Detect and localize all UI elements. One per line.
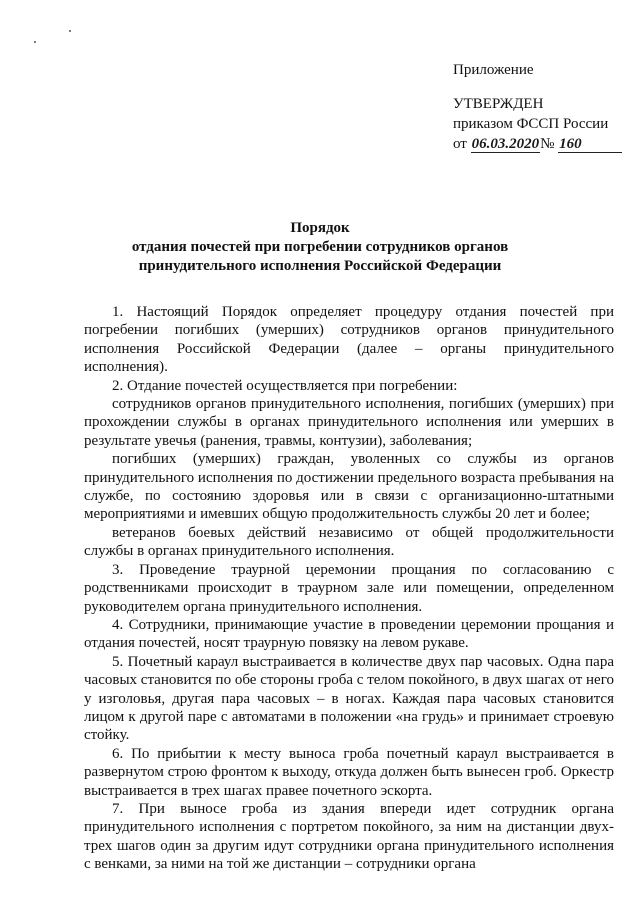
- date-prefix: от: [453, 136, 467, 152]
- paragraph: 1. Настоящий Порядок определяет процедуру отдания почестей при погребении погибших (умерших) сотрудников органов принудительного исполнения Российской Федерации (далее – органы принудительного исполнения).: [84, 304, 614, 376]
- handwritten-order-number: 160: [558, 136, 622, 153]
- paragraph: ветеранов боевых действий независимо от общей продолжительности службы в органах принудительного исполнения.: [84, 524, 614, 560]
- document-body: [84, 303, 614, 874]
- paragraph: 7. При выносе гроба из здания впереди идет сотрудник органа принудительного исполнения с портретом покойного, за ним на дистанции двух-трех шагов один за другим идут сотрудники органа принудительного исполнения с венками, за ними на той же дистанции – сотрудники органа: [84, 800, 614, 873]
- number-sign: №: [540, 136, 555, 152]
- scan-speck: [34, 41, 36, 43]
- title-line: принудительного исполнения Российской Федерации: [138, 258, 502, 274]
- paragraph: сотрудников органов принудительного исполнения, погибших (умерших) при прохождении службы в органах принудительного исполнения или умерших в результате увечья (ранения, травмы, контузии), заболевания;: [84, 396, 614, 449]
- title-line: отдания почестей при погребении сотрудников органов: [131, 239, 509, 255]
- appendix-label: Приложение: [453, 62, 534, 78]
- scan-speck: [69, 30, 71, 32]
- order-date-line: [453, 134, 622, 154]
- handwritten-date: 06.03.2020: [471, 136, 540, 152]
- order-line: приказом ФССП России: [453, 116, 609, 132]
- approved-label: УТВЕРЖДЕН: [453, 96, 544, 112]
- document-title: [0, 219, 640, 276]
- paragraph: погибших (умерших) граждан, уволенных со службы из органов принудительного исполнения по достижении предельного возраста пребывания на службе, по состоянию здоровья или в связи с организационно-штатными мероприятиями и имевших общую продолжительность службы 20 лет и более;: [84, 451, 614, 523]
- paragraph: 2. Отдание почестей осуществляется при погребении:: [112, 377, 458, 394]
- paragraph: 4. Сотрудники, принимающие участие в проведении церемонии прощания и отдания почестей, носят траурную повязку на левом рукаве.: [84, 616, 614, 652]
- approval-stamp: [453, 94, 622, 154]
- paragraph: 3. Проведение траурной церемонии прощания по согласованию с родственниками происходит в траурном зале или помещении, определенном руководителем органа принудительного исполнения.: [84, 561, 614, 615]
- paragraph: 5. Почетный караул выстраивается в количестве двух пар часовых. Одна пара часовых становится по обе стороны гроба с телом покойного, в двух шагах от него у изголовья, другая пара часовых – в ногах. Каждая пара часовых становится лицом к другой паре с автоматами в положении «на грудь» и принимает строевую стойку.: [84, 653, 614, 744]
- title-line: Порядок: [290, 220, 350, 236]
- paragraph: 6. По прибытии к месту выноса гроба почетный караул выстраивается в развернутом строю фронтом к выходу, откуда должен быть вынесен гроб. Оркестр выстраивается в трех шагах правее почетного эскорта.: [84, 745, 614, 799]
